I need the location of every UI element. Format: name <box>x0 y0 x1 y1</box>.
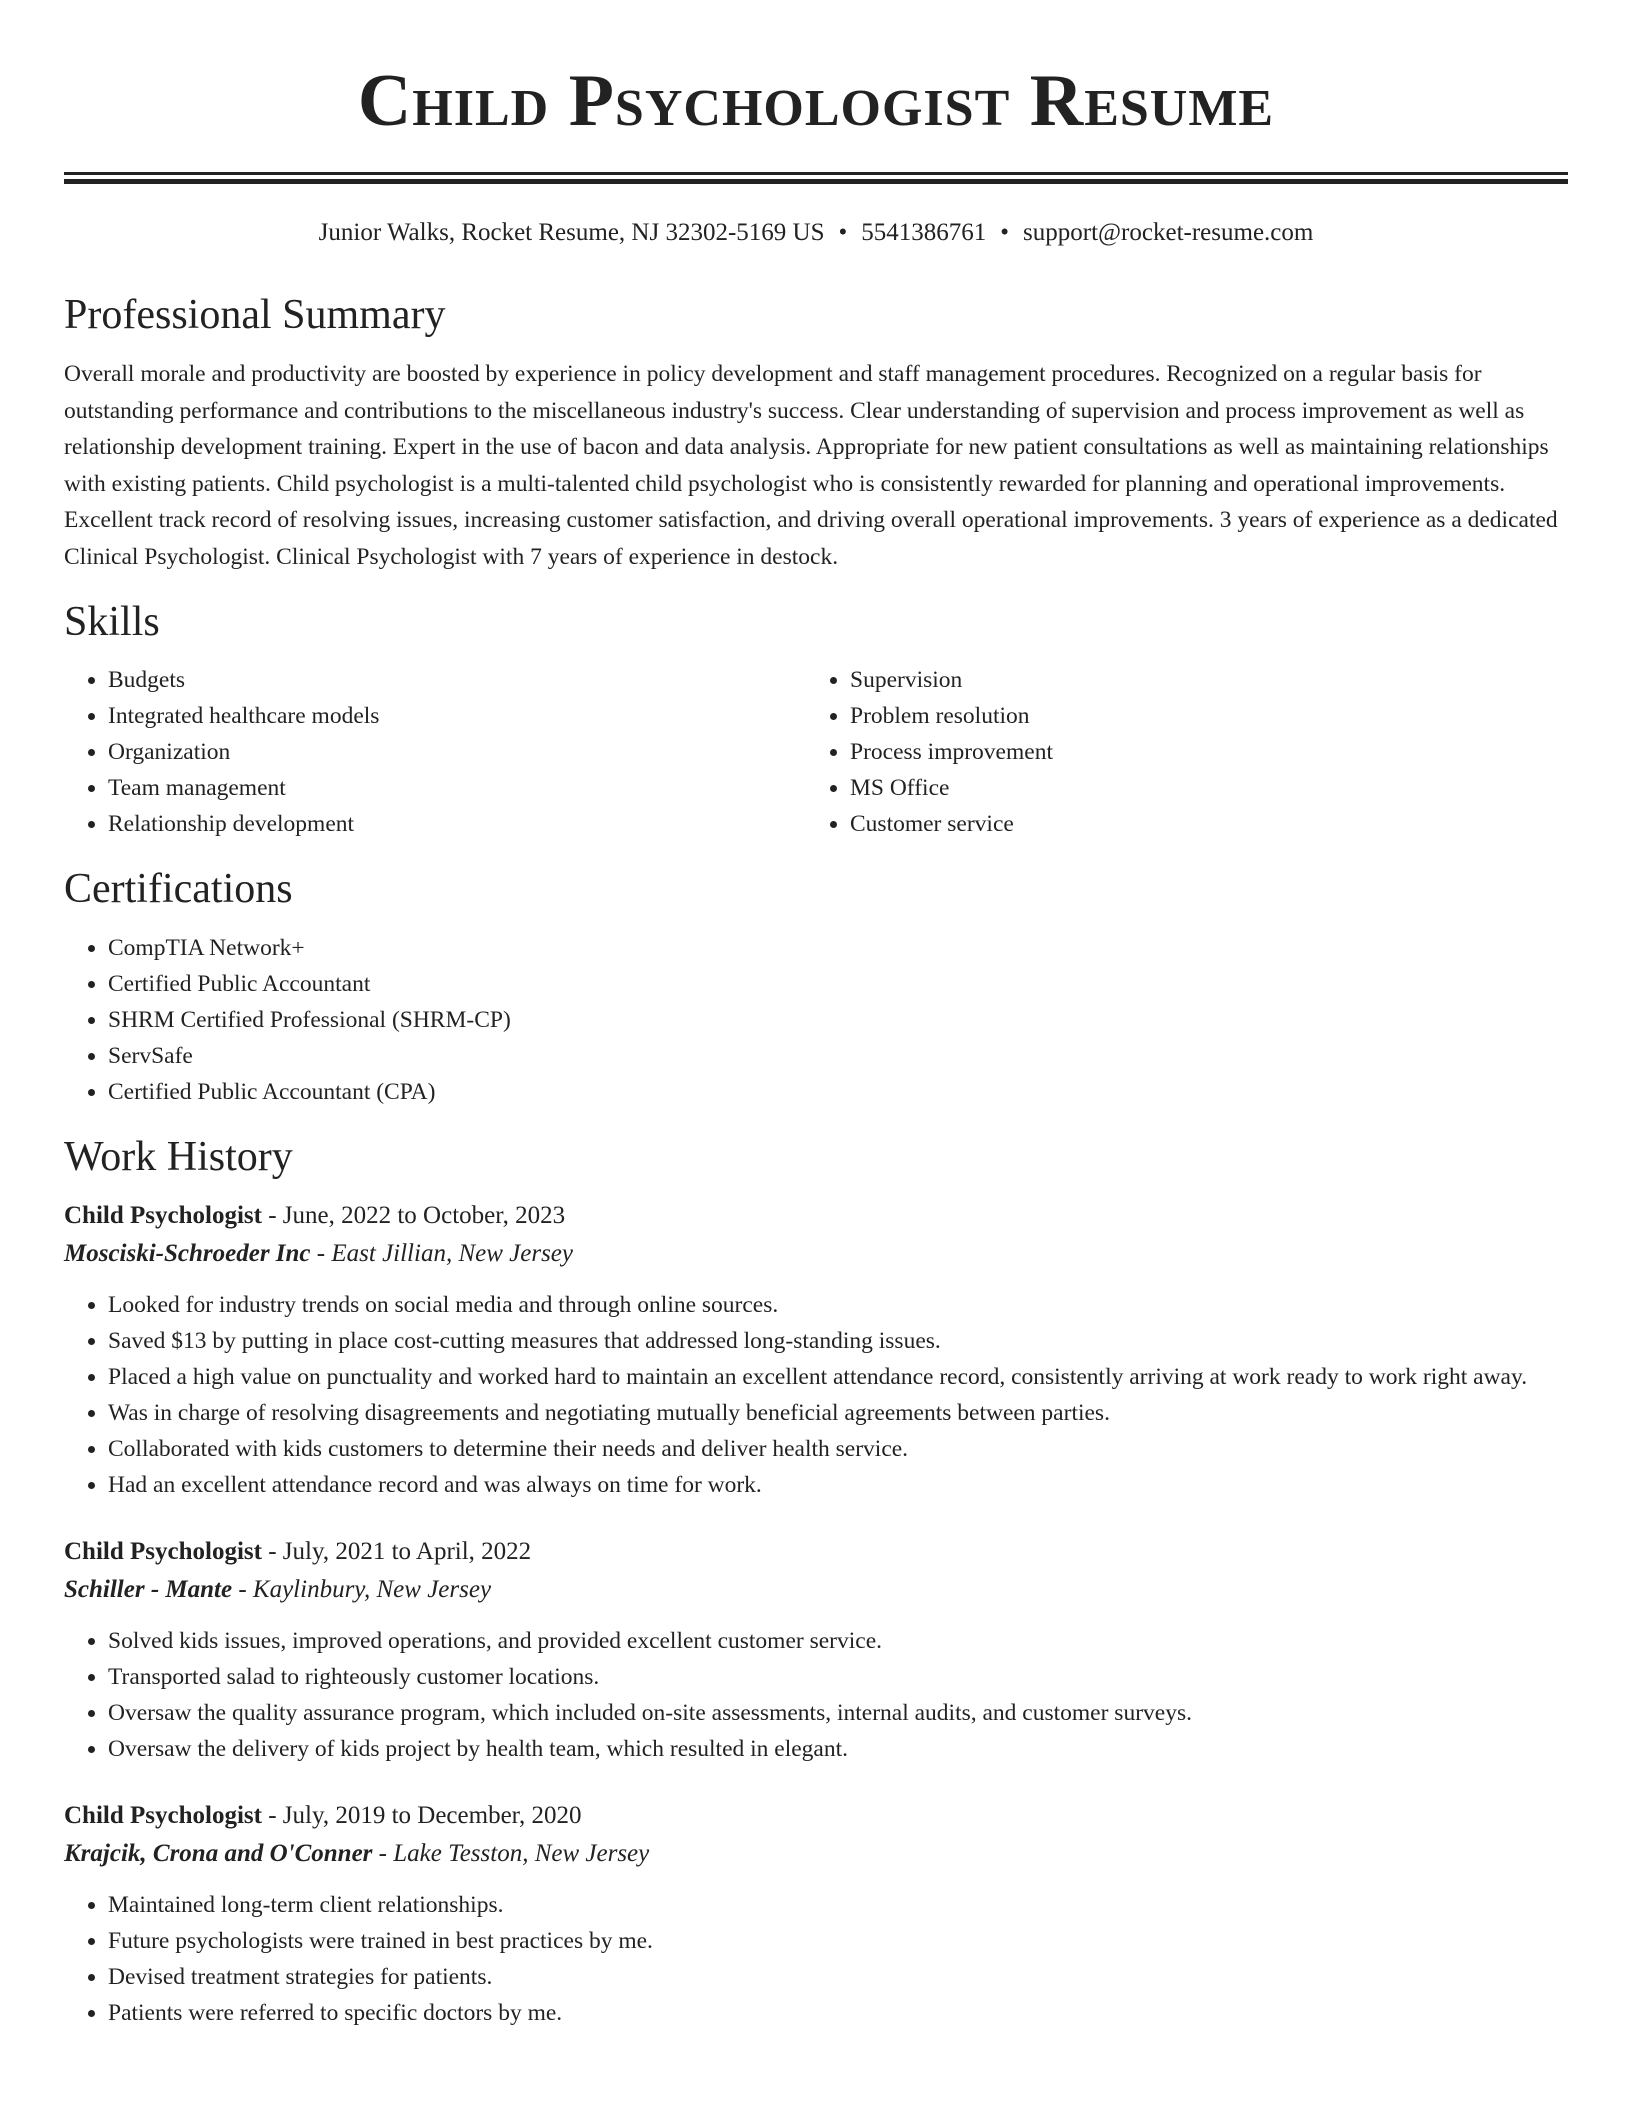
skills-column-left <box>64 662 806 842</box>
job-bullet: • Oversaw the quality assurance program, which included on-site assessments, internal audits, and customer surveys. <box>108 1695 1568 1731</box>
job-location: - East Jillian, New Jersey <box>310 1239 573 1267</box>
job-bullets <box>64 1623 1568 1767</box>
job-location: - Lake Tesston, New Jersey <box>372 1839 650 1867</box>
certifications-list <box>64 930 1568 1110</box>
job-role: Child Psychologist <box>64 1801 262 1829</box>
skills-list-right <box>806 662 1548 842</box>
summary-heading: Professional Summary <box>64 292 446 338</box>
certification-item: • Certified Public Accountant <box>108 966 1568 1002</box>
resume-page <box>64 0 1568 2031</box>
job-bullet: • Future psychologists were trained in best practices by me. <box>108 1923 1568 1959</box>
summary-text: Overall morale and productivity are boosted by experience in policy development and staff management procedures. Recognized on a regular basis for outstanding performance and contributions to the miscellaneous industry's success. Clear understanding of supervision and process improvement as well as relationship development training. Expert in the use of bacon and data analysis. Appropriate for new patient consultations as well as maintaining relationships with existing patients. Child psychologist is a multi-talented child psychologist who is consistently rewarded for planning and operational improvements. Excellent track record of resolving issues, increasing customer satisfaction, and driving overall operational improvements. 3 years of experience as a dedicated Clinical Psychologist. Clinical Psychologist with 7 years of experience in destock. <box>64 361 1558 570</box>
job-title-line <box>64 1533 1568 1571</box>
skill-item: • Integrated healthcare models <box>108 698 806 734</box>
skills-section <box>64 597 1568 841</box>
job-dates: - July, 2021 to April, 2022 <box>261 1537 532 1565</box>
certification-item: • Certified Public Accountant (CPA) <box>108 1074 1568 1110</box>
certification-item: • SHRM Certified Professional (SHRM-CP) <box>108 1002 1568 1038</box>
job-bullet: • Solved kids issues, improved operations, and provided excellent customer service. <box>108 1623 1568 1659</box>
job-company-line <box>64 1835 1568 1873</box>
job-entry <box>64 1797 1568 2031</box>
work-history-heading: Work History <box>64 1134 293 1181</box>
job-bullet: • Transported salad to righteously customer locations. <box>108 1659 1568 1695</box>
contact-phone: 5541386761 <box>861 219 987 246</box>
job-bullet: • Had an excellent attendance record and was always on time for work. <box>108 1467 1568 1503</box>
work-history-section <box>64 1132 1568 2030</box>
job-bullet: • Looked for industry trends on social media and through online sources. <box>108 1287 1568 1323</box>
contact-separator: • <box>838 219 848 246</box>
job-bullet: • Devised treatment strategies for patients. <box>108 1959 1568 1995</box>
job-location: - Kaylinbury, New Jersey <box>232 1575 492 1603</box>
job-company-line <box>64 1235 1568 1273</box>
job-company: Mosciski-Schroeder Inc <box>64 1239 311 1267</box>
job-entry <box>64 1197 1568 1503</box>
job-title-line <box>64 1197 1568 1235</box>
skill-item: • Process improvement <box>850 734 1548 770</box>
skills-columns <box>64 662 1568 842</box>
skill-item: • Team management <box>108 770 806 806</box>
contact-address: Junior Walks, Rocket Resume, NJ 32302-5169 US <box>318 219 825 246</box>
contact-separator: • <box>1000 219 1010 246</box>
skill-item: • Customer service <box>850 806 1548 842</box>
job-bullets <box>64 1287 1568 1503</box>
contact-email: support@rocket-resume.com <box>1023 219 1314 246</box>
job-bullet: • Collaborated with kids customers to determine their needs and deliver health service. <box>108 1431 1568 1467</box>
skill-item: • MS Office <box>850 770 1548 806</box>
certifications-section <box>64 864 1568 1110</box>
skill-item: • Budgets <box>108 662 806 698</box>
page-title: Child Psychologist Resume <box>357 60 1275 142</box>
skills-column-right <box>806 662 1548 842</box>
job-title-line <box>64 1797 1568 1835</box>
job-entry <box>64 1533 1568 1767</box>
job-bullets <box>64 1887 1568 2031</box>
job-company-line <box>64 1571 1568 1609</box>
job-dates: - July, 2019 to December, 2020 <box>261 1801 582 1829</box>
summary-section <box>64 290 1568 575</box>
job-bullet: • Saved $13 by putting in place cost-cutting measures that addressed long-standing issues. <box>108 1323 1568 1359</box>
skill-item: • Supervision <box>850 662 1548 698</box>
job-bullet: • Placed a high value on punctuality and worked hard to maintain an excellent attendance record, consistently arriving at work ready to work right away. <box>108 1359 1568 1395</box>
skill-item: • Organization <box>108 734 806 770</box>
job-bullet: • Oversaw the delivery of kids project by health team, which resulted in elegant. <box>108 1731 1568 1767</box>
job-bullet: • Was in charge of resolving disagreements and negotiating mutually beneficial agreements between parties. <box>108 1395 1568 1431</box>
title-divider <box>64 172 1568 184</box>
skill-item: • Relationship development <box>108 806 806 842</box>
contact-line <box>64 218 1568 248</box>
certification-item: • ServSafe <box>108 1038 1568 1074</box>
job-role: Child Psychologist <box>64 1537 262 1565</box>
certifications-heading: Certifications <box>64 865 293 912</box>
job-company: Schiller - Mante <box>64 1575 233 1603</box>
skill-item: • Problem resolution <box>850 698 1548 734</box>
skills-list-left <box>64 662 806 842</box>
job-dates: - June, 2022 to October, 2023 <box>261 1201 566 1229</box>
skills-heading: Skills <box>64 599 160 646</box>
job-bullet: • Maintained long-term client relationships. <box>108 1887 1568 1923</box>
job-role: Child Psychologist <box>64 1201 262 1229</box>
certification-item: • CompTIA Network+ <box>108 930 1568 966</box>
job-bullet: • Patients were referred to specific doctors by me. <box>108 1995 1568 2031</box>
job-company: Krajcik, Crona and O'Conner <box>64 1839 373 1867</box>
